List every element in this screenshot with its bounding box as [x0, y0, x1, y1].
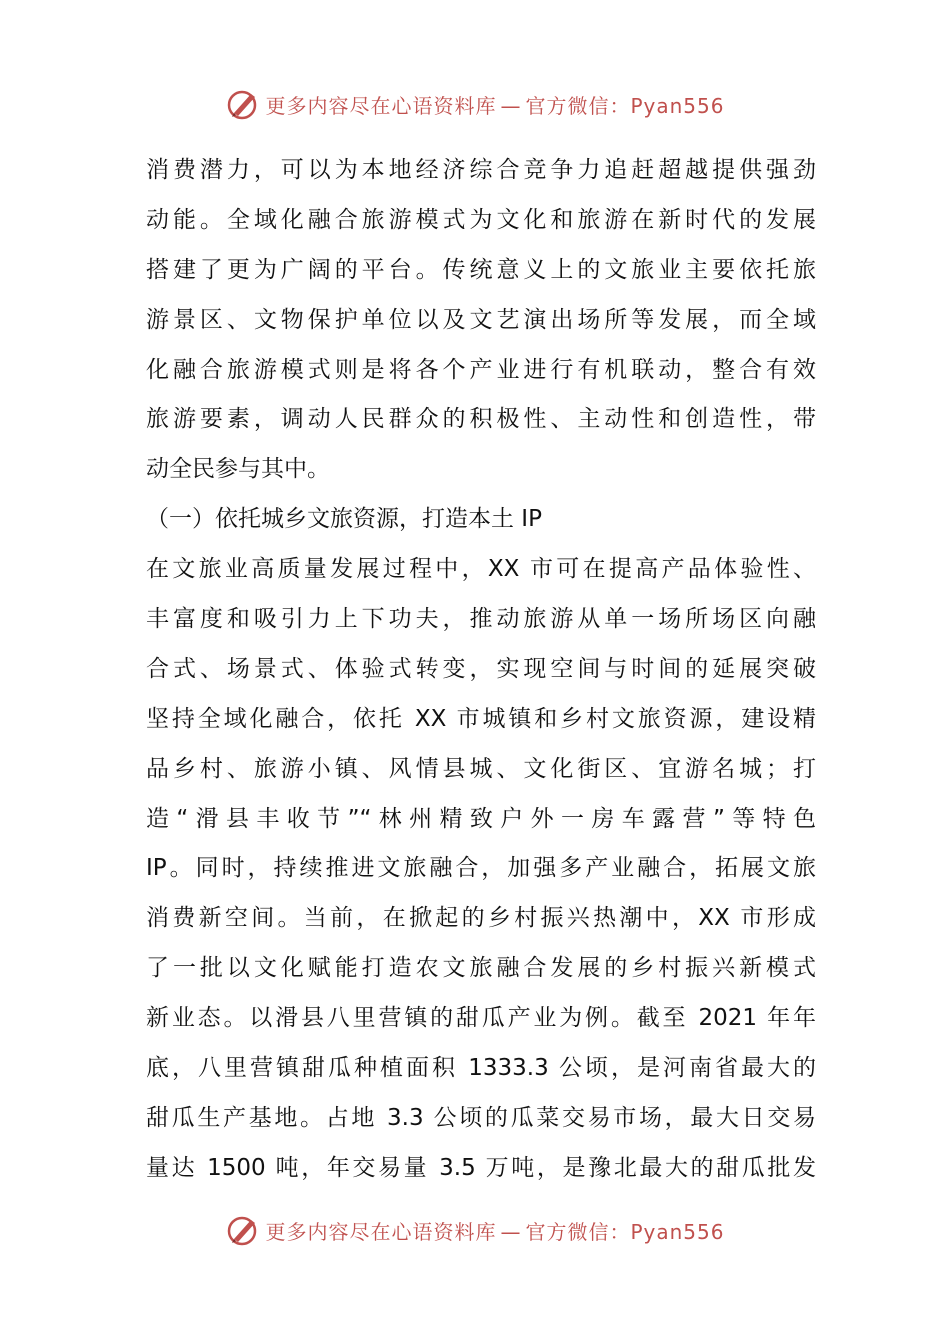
paragraph-2	[146, 545, 816, 1194]
section-heading: （一）依托城乡文旅资源，打造本土 IP	[146, 506, 542, 533]
text-line: 在文旅业高质量发展过程中，XX 市可在提高产品体验性、	[146, 556, 816, 583]
watermark-separator: —	[500, 1219, 522, 1244]
paragraph-1	[146, 146, 816, 495]
text-line: 量达 1500 吨，年交易量 3.5 万吨，是豫北最大的甜瓜批发	[146, 1154, 816, 1181]
text-line: 底，八里营镇甜瓜种植面积 1333.3 公顷，是河南省最大的	[146, 1055, 816, 1082]
pen-logo-icon	[225, 1212, 261, 1248]
text-line: 搭建了更为广阔的平台。传统意义上的文旅业主要依托旅	[146, 256, 816, 283]
text-line: IP。同时，持续推进文旅融合，加强多产业融合，拓展文旅	[146, 855, 816, 882]
watermark-banner-top	[0, 84, 950, 124]
pen-logo-icon	[225, 86, 261, 122]
text-line: 旅游要素，调动人民群众的积极性、主动性和创造性，带	[146, 406, 816, 433]
text-line: 新业态。以滑县八里营镇的甜瓜产业为例。截至 2021 年年	[146, 1005, 816, 1032]
text-line: 动全民参与其中。	[146, 456, 330, 483]
text-line: 甜瓜生产基地。占地 3.3 公顷的瓜菜交易市场，最大日交易	[146, 1104, 816, 1131]
text-line: 品乡村、旅游小镇、风情县城、文化街区、宜游名城；打	[146, 755, 816, 782]
watermark-contact: 官方微信：Pyan556	[525, 1219, 725, 1244]
text-line: 坚持全域化融合，依托 XX 市城镇和乡村文旅资源，建设精	[146, 705, 816, 732]
text-line: 消费潜力，可以为本地经济综合竞争力追赶超越提供强劲	[146, 157, 816, 183]
text-line: 游景区、文物保护单位以及文艺演出场所等发展，而全域	[146, 306, 816, 333]
watermark-banner-bottom	[0, 1210, 950, 1250]
text-line: 造“滑县丰收节”“林州精致户外一房车露营”等特色	[146, 805, 816, 832]
watermark-site: 更多内容尽在心语资料库	[265, 93, 497, 118]
watermark-separator: —	[500, 93, 522, 118]
watermark-contact: 官方微信：Pyan556	[525, 93, 725, 118]
text-line: 合式、场景式、体验式转变，实现空间与时间的延展突破	[146, 655, 816, 682]
watermark-site: 更多内容尽在心语资料库	[265, 1219, 497, 1244]
text-line: 化融合旅游模式则是将各个产业进行有机联动，整合有效	[146, 356, 816, 383]
text-line: 了一批以文化赋能打造农文旅融合发展的乡村振兴新模式	[146, 955, 816, 982]
text-line: 丰富度和吸引力上下功夫，推动旅游从单一场所场区向融	[146, 606, 816, 633]
text-line: 消费新空间。当前，在掀起的乡村振兴热潮中，XX 市形成	[146, 905, 816, 932]
text-line: 动能。全域化融合旅游模式为文化和旅游在新时代的发展	[146, 206, 816, 233]
document-body	[146, 146, 816, 1194]
